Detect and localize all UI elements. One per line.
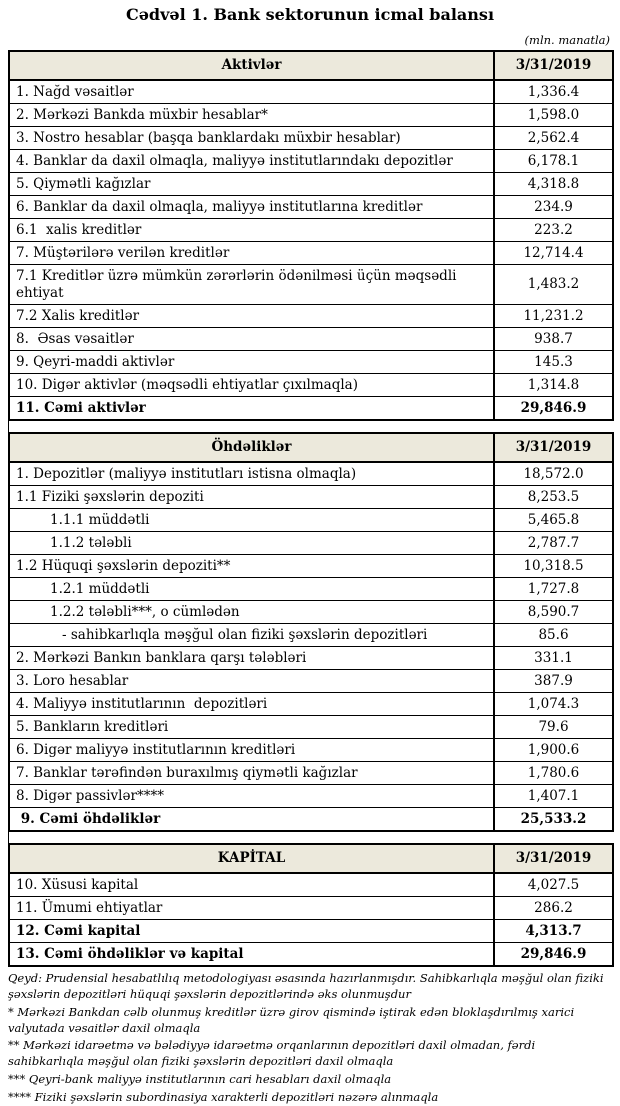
table-row (9, 578, 613, 601)
table-row (9, 486, 613, 509)
row-label: 9. Cəmi öhdəliklər (9, 808, 494, 832)
table-row (9, 897, 613, 920)
row-value: 387.9 (494, 670, 613, 693)
assets-header: Aktivlər (9, 51, 494, 80)
row-value: 938.7 (494, 328, 613, 351)
row-value: 1,407.1 (494, 785, 613, 808)
table-row (9, 920, 613, 943)
table-row (9, 305, 613, 328)
table-separator (8, 832, 9, 843)
table-row (9, 873, 613, 897)
capital-header: KAPİTAL (9, 844, 494, 873)
row-label: 7. Müştərilərə verilən kreditlər (9, 242, 494, 265)
row-label: 12. Cəmi kapital (9, 920, 494, 943)
table-row (9, 397, 613, 421)
footnote: **** Fiziki şəxslərin subordinasiya xarakterli depozitləri nəzərə alınmaqla (8, 1090, 439, 1105)
liabilities-date-header: 3/31/2019 (494, 433, 613, 462)
table-row (9, 242, 613, 265)
table-row (9, 462, 613, 486)
liabilities-header: Öhdəliklər (9, 433, 494, 462)
row-label: 4. Banklar da daxil olmaqla, maliyyə institutlarındakı depozitlər (9, 150, 494, 173)
table-row (9, 601, 613, 624)
table-row (9, 739, 613, 762)
table-row (9, 196, 613, 219)
unit-note: (mln. manatla) (524, 33, 610, 47)
footnote: Qeyd: Prudensial hesabatlılıq metodologiyası əsasında hazırlanmışdır. Sahibkarlıqla məşğul olan fiziki şəxslərin depozitləri hüquqi şəxslərin depozitlərində əks olunmuşdur (8, 971, 604, 1001)
row-value: 5,465.8 (494, 509, 613, 532)
row-value: 4,318.8 (494, 173, 613, 196)
table-row (9, 328, 613, 351)
footnote: * Mərkəzi Bankdan cəlb olunmuş kreditlər üzrə girov qismində iştirak edən bloklaşdırılmış xarici valyutada vəsaitlər daxil olmaqla (8, 1004, 575, 1035)
table-row (9, 943, 613, 967)
row-label: - sahibkarlıqla məşğul olan fiziki şəxslərin depozitləri (9, 624, 494, 647)
row-value: 8,253.5 (494, 486, 613, 509)
table-row (9, 532, 613, 555)
row-value: 6,178.1 (494, 150, 613, 173)
assets-table (8, 50, 614, 421)
table-row (9, 785, 613, 808)
row-value: 12,714.4 (494, 242, 613, 265)
table-row (9, 670, 613, 693)
assets-header-row (9, 51, 613, 80)
row-label: 7.2 Xalis kreditlər (9, 305, 494, 328)
assets-date-header: 3/31/2019 (494, 51, 613, 80)
table-row (9, 716, 613, 739)
row-label: 1. Nağd vəsaitlər (9, 80, 494, 104)
row-value: 1,780.6 (494, 762, 613, 785)
row-value: 4,027.5 (494, 873, 613, 897)
table-row (9, 80, 613, 104)
table-row (9, 173, 613, 196)
row-value: 29,846.9 (494, 397, 613, 421)
table-row (9, 150, 613, 173)
row-value: 2,562.4 (494, 127, 613, 150)
row-value: 4,313.7 (494, 920, 613, 943)
row-label: 5. Qiymətli kağızlar (9, 173, 494, 196)
row-label: 8. Əsas vəsaitlər (9, 328, 494, 351)
row-value: 8,590.7 (494, 601, 613, 624)
row-value: 2,787.7 (494, 532, 613, 555)
row-value: 1,483.2 (494, 265, 613, 305)
row-label: 6.1 xalis kreditlər (9, 219, 494, 242)
row-label: 3. Nostro hesablar (başqa banklardakı müxbir hesablar) (9, 127, 494, 150)
row-label: 5. Bankların kreditləri (9, 716, 494, 739)
row-label: 6. Banklar da daxil olmaqla, maliyyə institutlarına kreditlər (9, 196, 494, 219)
table-row (9, 647, 613, 670)
table-row (9, 265, 613, 305)
row-value: 1,074.3 (494, 693, 613, 716)
table-row (9, 219, 613, 242)
row-label: 1.2.2 tələbli***, o cümlədən (9, 601, 494, 624)
row-value: 29,846.9 (494, 943, 613, 967)
row-value: 18,572.0 (494, 462, 613, 486)
table-row (9, 624, 613, 647)
table-row (9, 374, 613, 397)
row-value: 79.6 (494, 716, 613, 739)
table-row (9, 509, 613, 532)
footnote: *** Qeyri-bank maliyyə institutlarının cari hesabları daxil olmaqla (8, 1072, 392, 1087)
row-label: 1.1 Fiziki şəxslərin depoziti (9, 486, 494, 509)
row-value: 145.3 (494, 351, 613, 374)
liabilities-header-row (9, 433, 613, 462)
capital-date-header: 3/31/2019 (494, 844, 613, 873)
row-label: 2. Mərkəzi Bankın banklara qarşı tələbləri (9, 647, 494, 670)
row-label: 1. Depozitlər (maliyyə institutları istisna olmaqla) (9, 462, 494, 486)
row-label: 7.1 Kreditlər üzrə mümkün zərərlərin ödənilməsi üçün məqsədli ehtiyat (9, 265, 494, 305)
table-row (9, 555, 613, 578)
row-value: 286.2 (494, 897, 613, 920)
page-title: Cədvəl 1. Bank sektorunun icmal balansı (125, 5, 495, 24)
row-value: 234.9 (494, 196, 613, 219)
row-value: 10,318.5 (494, 555, 613, 578)
row-label: 1.1.2 tələbli (9, 532, 494, 555)
row-value: 1,900.6 (494, 739, 613, 762)
row-value: 1,727.8 (494, 578, 613, 601)
row-value: 25,533.2 (494, 808, 613, 832)
row-value: 1,336.4 (494, 80, 613, 104)
table-row (9, 693, 613, 716)
row-label: 1.2.1 müddətli (9, 578, 494, 601)
row-label: 6. Digər maliyyə institutlarının kreditləri (9, 739, 494, 762)
row-label: 9. Qeyri-maddi aktivlər (9, 351, 494, 374)
row-label: 11. Ümumi ehtiyatlar (9, 897, 494, 920)
row-label: 8. Digər passivlər**** (9, 785, 494, 808)
table-row (9, 127, 613, 150)
row-value: 85.6 (494, 624, 613, 647)
footnote: ** Mərkəzi idarəetmə və bələdiyyə idarəetmə orqanlarının depozitləri daxil olmadan, fərdi sahibkarlıqla məşğul olan fiziki şəxslərin depozitləri daxil olmaqla (8, 1038, 536, 1069)
row-value: 11,231.2 (494, 305, 613, 328)
row-value: 1,314.8 (494, 374, 613, 397)
capital-table (8, 843, 614, 967)
row-value: 223.2 (494, 219, 613, 242)
row-value: 331.1 (494, 647, 613, 670)
table-row (9, 104, 613, 127)
row-label: 3. Loro hesablar (9, 670, 494, 693)
row-value: 1,598.0 (494, 104, 613, 127)
row-label: 4. Maliyyə institutlarının depozitləri (9, 693, 494, 716)
row-label: 1.2 Hüquqi şəxslərin depoziti** (9, 555, 494, 578)
row-label: 10. Digər aktivlər (məqsədli ehtiyatlar çıxılmaqla) (9, 374, 494, 397)
row-label: 2. Mərkəzi Bankda müxbir hesablar* (9, 104, 494, 127)
row-label: 10. Xüsusi kapital (9, 873, 494, 897)
row-label: 13. Cəmi öhdəliklər və kapital (9, 943, 494, 967)
row-label: 1.1.1 müddətli (9, 509, 494, 532)
row-label: 11. Cəmi aktivlər (9, 397, 494, 421)
liabilities-table (8, 432, 614, 832)
footnotes (8, 971, 612, 1106)
row-label: 7. Banklar tərəfindən buraxılmış qiymətli kağızlar (9, 762, 494, 785)
capital-header-row (9, 844, 613, 873)
table-separator (8, 421, 9, 432)
table-row (9, 351, 613, 374)
table-row (9, 762, 613, 785)
table-row (9, 808, 613, 832)
